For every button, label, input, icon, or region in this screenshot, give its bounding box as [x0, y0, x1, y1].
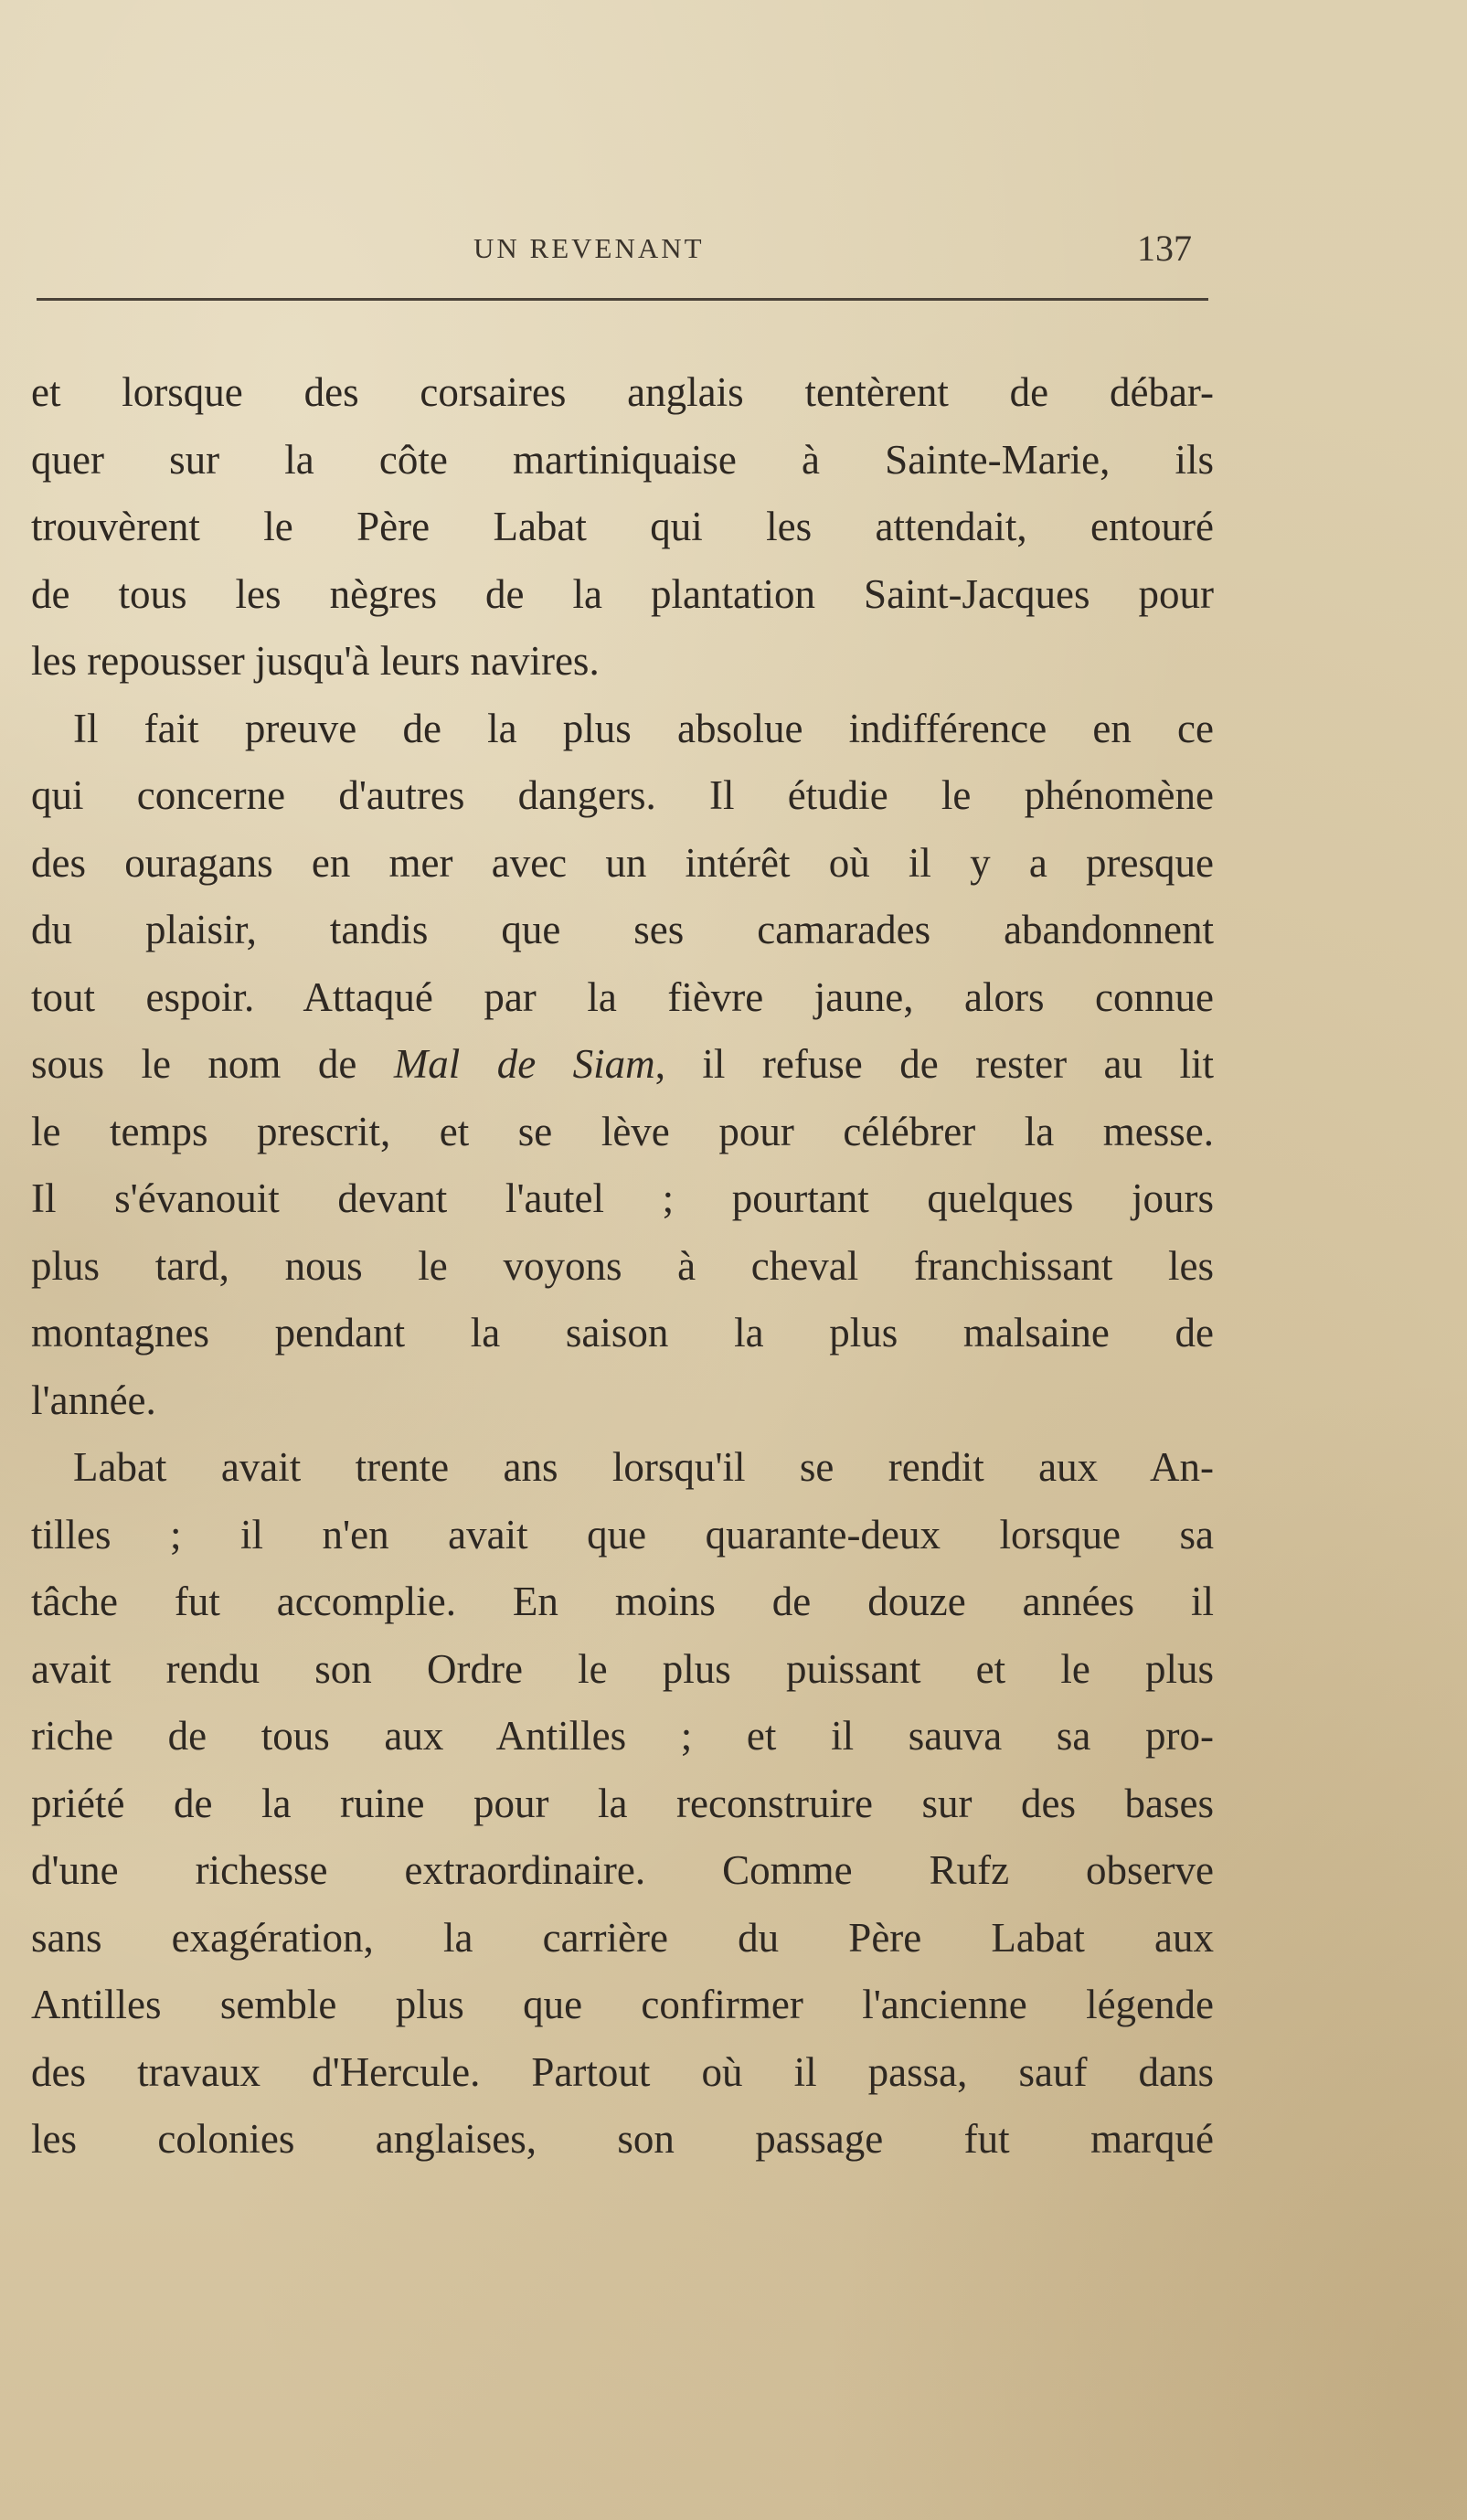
header-rule — [37, 298, 1208, 301]
text-line: du plaisir, tandis que ses camarades abandonnent — [31, 907, 1214, 952]
running-title: UN REVENANT — [473, 232, 705, 264]
text-line: montagnes pendant la saison la plus malsaine de — [31, 1310, 1214, 1356]
italic-term: Mal de Siam — [393, 1041, 655, 1087]
text-line: riche de tous aux Antilles ; et il sauva sa pro- — [31, 1713, 1214, 1759]
running-head — [0, 227, 1467, 282]
text-line: tout espoir. Attaqué par la fièvre jaune, alors connue — [31, 973, 1214, 1020]
page-number: 137 — [1137, 228, 1192, 269]
text-line: Antilles semble plus que confirmer l'ancienne légende — [31, 1982, 1214, 2027]
text-line: d'une richesse extraordinaire. Comme Rufz observe — [31, 1847, 1214, 1893]
text-line: le temps prescrit, et se lève pour célébrer la messe. — [31, 1108, 1214, 1154]
text-line: les colonies anglaises, son passage fut marqué — [31, 2116, 1214, 2162]
text-line: tâche fut accomplie. En moins de douze années il — [31, 1579, 1214, 1624]
text-line: quer sur la côte martiniquaise à Sainte-Marie, ils — [31, 436, 1214, 483]
text-line: l'année. — [31, 1377, 156, 1423]
body-text — [31, 359, 1214, 2174]
text-line: avait rendu son Ordre le plus puissant et le plus — [31, 1645, 1214, 1692]
text-line: qui concerne d'autres dangers. Il étudie le phénomène — [31, 772, 1214, 818]
text-line: et lorsque des corsaires anglais tentèrent de débar- — [31, 369, 1214, 415]
paragraph-start-line: Il fait preuve de la plus absolue indifférence en ce — [73, 705, 1214, 751]
text-line: plus tard, nous le voyons à cheval franchissant les — [31, 1242, 1214, 1289]
text-line: des travaux d'Hercule. Partout où il passa, sauf dans — [31, 2048, 1214, 2095]
text-line: des ouragans en mer avec un intérêt où il y a presque — [31, 839, 1214, 886]
paragraph-start-line: Labat avait trente ans lorsqu'il se rendit aux An- — [73, 1444, 1214, 1490]
text-line: sans exagération, la carrière du Père Labat aux — [31, 1914, 1214, 1961]
text-line: priété de la ruine pour la reconstruire sur des bases — [31, 1780, 1214, 1826]
text-segment: , il refuse de rester au lit — [654, 1041, 1214, 1087]
text-line: trouvèrent le Père Labat qui les attendait, entouré — [31, 504, 1214, 549]
text-line-with-italic — [31, 1031, 1214, 1099]
text-line: les repousser jusqu'à leurs navires. — [31, 638, 600, 684]
text-segment: sous le nom de — [31, 1041, 394, 1087]
text-line: Il s'évanouit devant l'autel ; pourtant quelques jours — [31, 1175, 1214, 1221]
text-line: tilles ; il n'en avait que quarante-deux lorsque sa — [31, 1511, 1214, 1558]
text-line: de tous les nègres de la plantation Saint-Jacques pour — [31, 570, 1214, 617]
